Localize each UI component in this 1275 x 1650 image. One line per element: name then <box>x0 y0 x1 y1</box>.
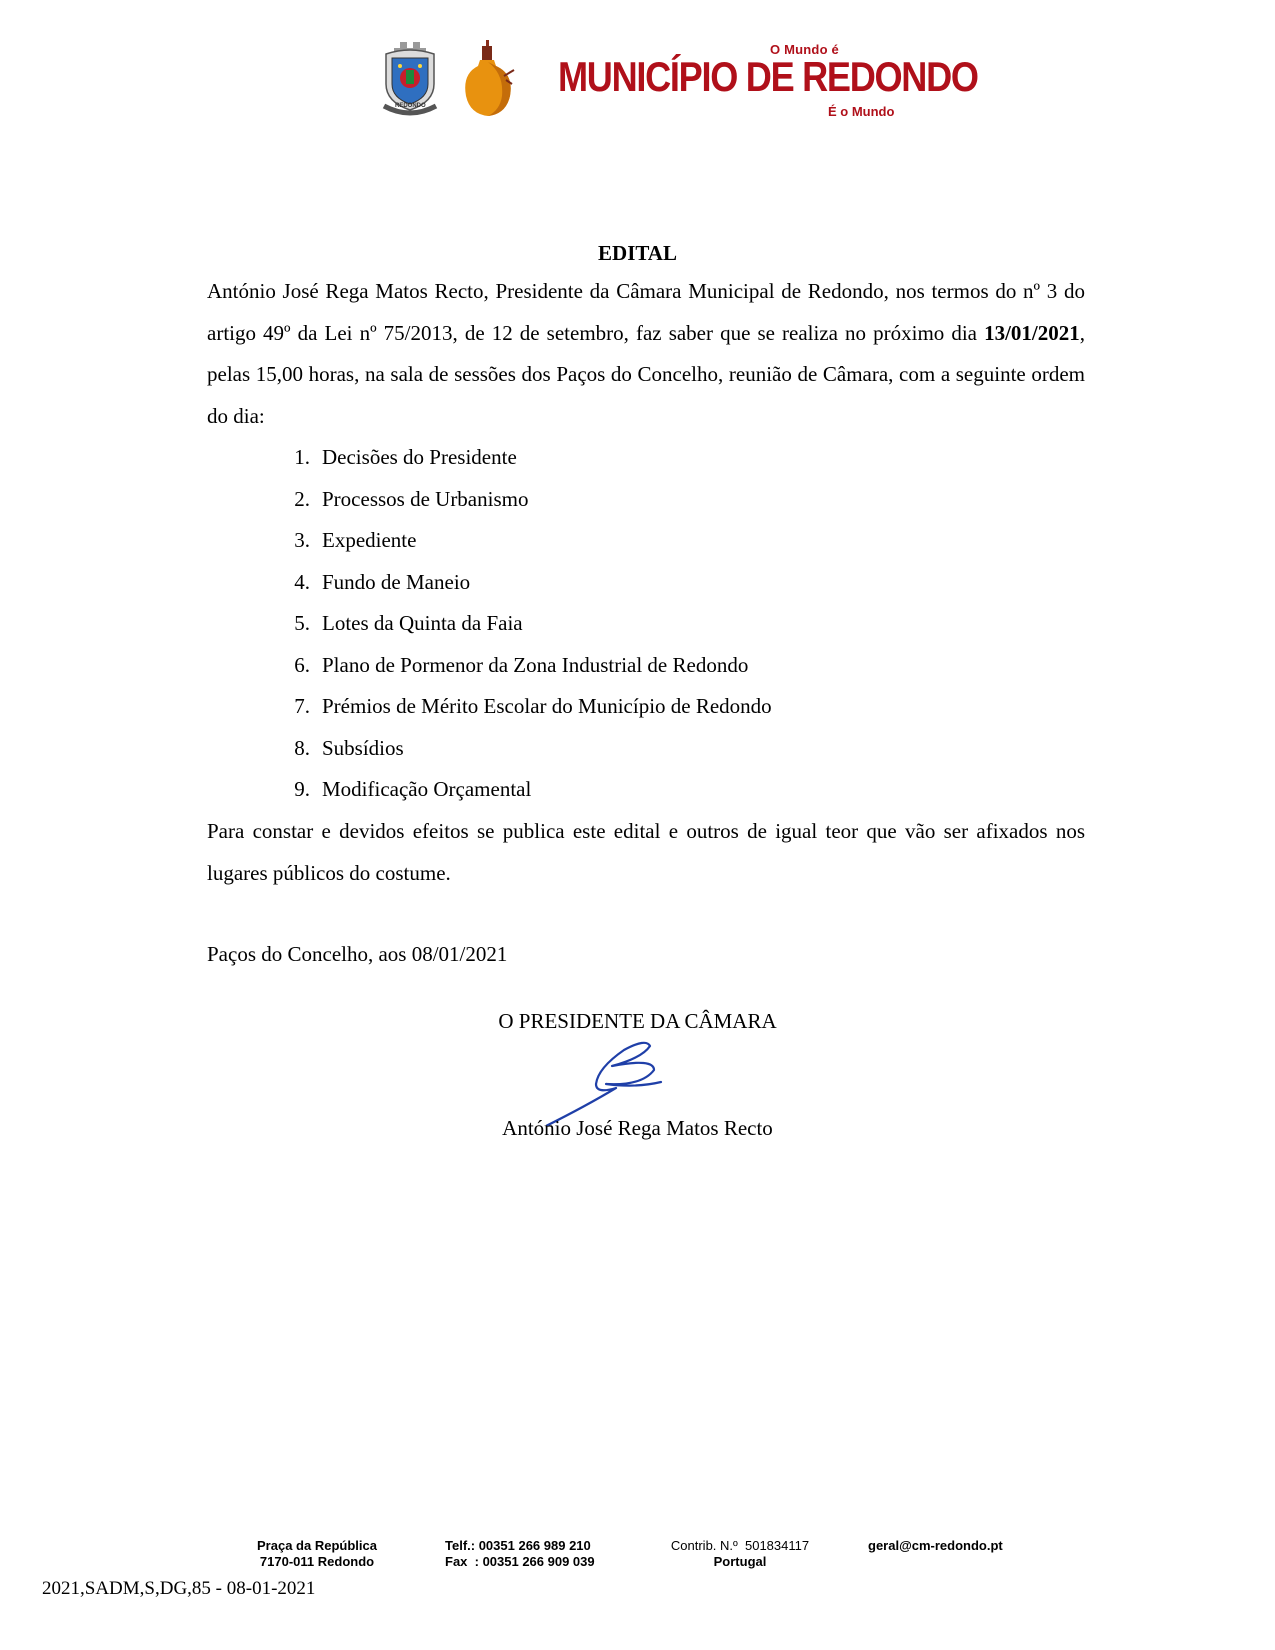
footer-country: Portugal <box>713 1554 767 1569</box>
agenda-item-text: Modificação Orçamental <box>322 777 532 801</box>
agenda-item-number: 1. <box>294 445 310 469</box>
footer-phones <box>445 1538 610 1570</box>
agenda-item-text: Expediente <box>322 528 417 552</box>
municipality-brand: MUNICÍPIO DE REDONDO <box>558 53 978 100</box>
agenda-item <box>266 603 772 645</box>
agenda-item <box>266 520 772 562</box>
footer-tax <box>660 1538 820 1570</box>
footer-fax: Fax : 00351 266 909 039 <box>445 1554 595 1569</box>
agenda-item-number: 4. <box>294 569 310 594</box>
footer-address-line2: 7170-011 Redondo <box>259 1554 375 1569</box>
footer-address <box>252 1538 382 1570</box>
agenda-item <box>266 562 772 604</box>
document-reference-code: 2021,SADM,S,DG,85 - 08-01-2021 <box>42 1578 316 1599</box>
agenda-item-number: 2. <box>294 486 310 511</box>
agenda-item-text: Prémios de Mérito Escolar do Município de Redondo <box>322 694 772 718</box>
agenda-item-text: Decisões do Presidente <box>322 445 517 469</box>
letterhead <box>380 36 978 122</box>
tagline-bottom: É o Mundo <box>828 104 895 119</box>
meeting-date: 13/01/2021 <box>984 320 1080 345</box>
agenda-item-number: 7. <box>294 694 310 718</box>
agenda-list <box>266 437 772 811</box>
closing-paragraph: Para constar e devidos efeitos se publica este edital e outros de igual teor que vão ser afixados nos lugares públicos do costume. <box>207 819 1085 885</box>
agenda-item <box>266 645 772 687</box>
signatory-name: António José Rega Matos Recto <box>502 1116 773 1140</box>
agenda-item-text: Lotes da Quinta da Faia <box>322 611 523 635</box>
intro-text-before: António José Rega Matos Recto, Presidente da Câmara Municipal de Redondo, nos termos do nº 3 do artigo 49º da Lei nº 75/2013, de 12 de setembro, faz saber que se realiza no próximo dia <box>207 279 1085 345</box>
agenda-item-text: Processos de Urbanismo <box>322 486 529 511</box>
footer-phone: Telf.: 00351 266 989 210 <box>445 1538 591 1553</box>
agenda-item-number: 5. <box>294 611 310 635</box>
agenda-item <box>266 437 772 479</box>
footer <box>0 1538 1275 1578</box>
footer-tax-number: Contrib. N.º 501834117 <box>670 1538 810 1553</box>
tagline-top: O Mundo é <box>770 42 839 57</box>
agenda-item <box>266 479 772 521</box>
agenda-item-text: Subsídios <box>322 735 404 760</box>
date-line: Paços do Concelho, aos 08/01/2021 <box>207 942 508 966</box>
agenda-item-number: 9. <box>294 777 310 801</box>
intro-paragraph <box>207 271 1085 437</box>
agenda-item-number: 6. <box>294 652 310 677</box>
agenda-item <box>266 769 772 811</box>
agenda-item-number: 3. <box>294 528 310 552</box>
agenda-item-text: Fundo de Maneio <box>322 569 471 594</box>
clay-jar-logo-icon <box>460 40 516 118</box>
crest-label: REDONDO <box>395 103 426 109</box>
agenda-item <box>266 686 772 728</box>
document-title: EDITAL <box>598 241 677 265</box>
agenda-item-text: Plano de Pormenor da Zona Industrial de Redondo <box>322 652 749 677</box>
handwritten-signature-icon <box>546 1036 696 1128</box>
intro-text-after: , pelas 15,00 horas, na sala de sessões dos Paços do Concelho, reunião de Câmara, com a seguinte ordem do dia: <box>207 320 1085 428</box>
footer-address-line1: Praça da República <box>257 1538 377 1553</box>
agenda-item-number: 8. <box>294 735 310 760</box>
footer-email[interactable]: geral@cm-redondo.pt <box>868 1538 1003 1553</box>
agenda-item <box>266 728 772 770</box>
signature-title: O PRESIDENTE DA CÂMARA <box>498 1009 777 1033</box>
